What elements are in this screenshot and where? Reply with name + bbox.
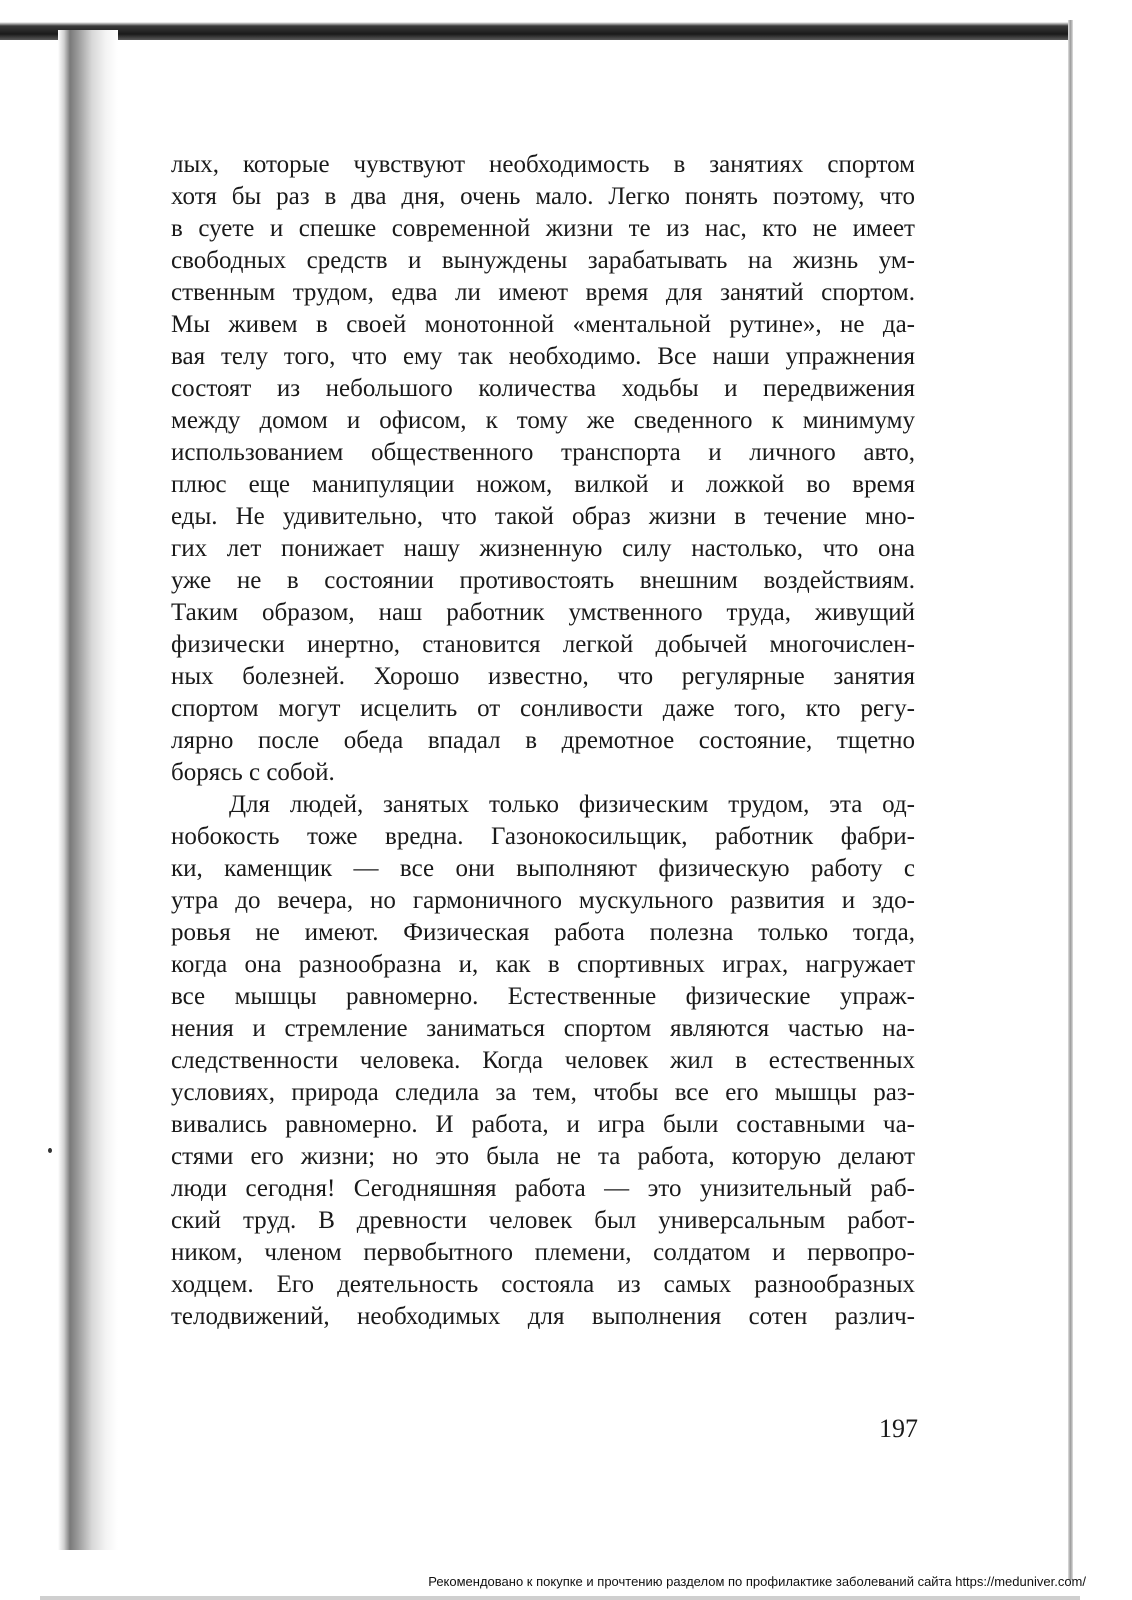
text-line: ский труд. В древности человек был универсальным работ- [171,1207,915,1234]
text-line: вая телу того, что ему так необходимо. Все наши упражнения [171,343,915,370]
text-line: состоят из небольшого количества ходьбы и передвижения [171,375,915,402]
text-line: ки, каменщик — все они выполняют физическую работу с [171,855,915,882]
text-line: Таким образом, наш работник умственного труда, живущий [171,599,915,626]
text-line: ных болезней. Хорошо известно, что регулярные занятия [171,663,915,690]
text-line: когда она разнообразна и, как в спортивных играх, нагружает [171,951,915,978]
text-line: утра до вечера, но гармоничного мускульного развития и здо- [171,887,915,914]
text-line: еды. Не удивительно, что такой образ жизни в течение мно- [171,503,915,530]
text-line: спортом могут исцелить от сонливости даже того, кто регу- [171,695,915,722]
scan-edge-bottom [40,1596,1080,1600]
text-line: плюс еще манипуляции ножом, вилкой и ложкой во время [171,471,915,498]
text-line: свободных средств и вынуждены зарабатывать на жизнь ум- [171,247,915,274]
text-line: нобокость тоже вредна. Газонокосильщик, работник фабри- [171,823,915,850]
text-line: между домом и офисом, к тому же сведенного к минимуму [171,407,915,434]
text-line: Для людей, занятых только физическим трудом, эта од- [229,791,915,818]
text-line: стями его жизни; но это была не та работа, которую делают [171,1143,915,1170]
text-line: лярно после обеда впадал в дремотное состояние, тщетно [171,727,915,754]
text-line: вивались равномерно. И работа, и игра были составными ча- [171,1111,915,1138]
text-line: нения и стремление заниматься спортом являются частью на- [171,1015,915,1042]
text-line: телодвижений, необходимых для выполнения сотен различ- [171,1303,915,1330]
text-line: в суете и спешке современной жизни те из нас, кто не имеет [171,215,915,242]
text-line: условиях, природа следила за тем, чтобы все его мышцы раз- [171,1079,915,1106]
footer-recommendation-note: Рекомендовано к покупке и прочтению разделом по профилактике заболеваний сайта https://meduniver.com/ [428,1574,1086,1589]
text-line: борясь с собой. [171,759,335,786]
text-line: ровья не имеют. Физическая работа полезна только тогда, [171,919,915,946]
page-body-text [171,149,915,1333]
text-line: ником, членом первобытного племени, солдатом и первопро- [171,1239,915,1266]
text-line: ственным трудом, едва ли имеют время для занятий спортом. [171,279,915,306]
text-line: физически инертно, становится легкой добычей многочислен- [171,631,915,658]
scan-edge-top [0,0,1072,40]
text-line: использованием общественного транспорта и личного авто, [171,439,915,466]
text-line: следственности человека. Когда человек жил в естественных [171,1047,915,1074]
text-line: лых, которые чувствуют необходимость в занятиях спортом [171,151,915,178]
text-line: гих лет понижает нашу жизненную силу настолько, что она [171,535,915,562]
scan-edge-right [1068,20,1073,1580]
paragraph-2 [171,789,915,1333]
text-line: ходцем. Его деятельность состояла из самых разнообразных [171,1271,915,1298]
text-line: люди сегодня! Сегодняшняя работа — это унизительный раб- [171,1175,915,1202]
scan-spine-shadow [58,30,118,1550]
scan-speck [48,1148,52,1153]
text-line: уже не в состоянии противостоять внешним воздействиям. [171,567,915,594]
text-line: Мы живем в своей монотонной «ментальной рутине», не да- [171,311,915,338]
text-line: все мышцы равномерно. Естественные физические упраж- [171,983,915,1010]
page-number: 197 [879,1414,918,1443]
paragraph-1 [171,149,915,789]
text-line: хотя бы раз в два дня, очень мало. Легко понять поэтому, что [171,183,915,210]
